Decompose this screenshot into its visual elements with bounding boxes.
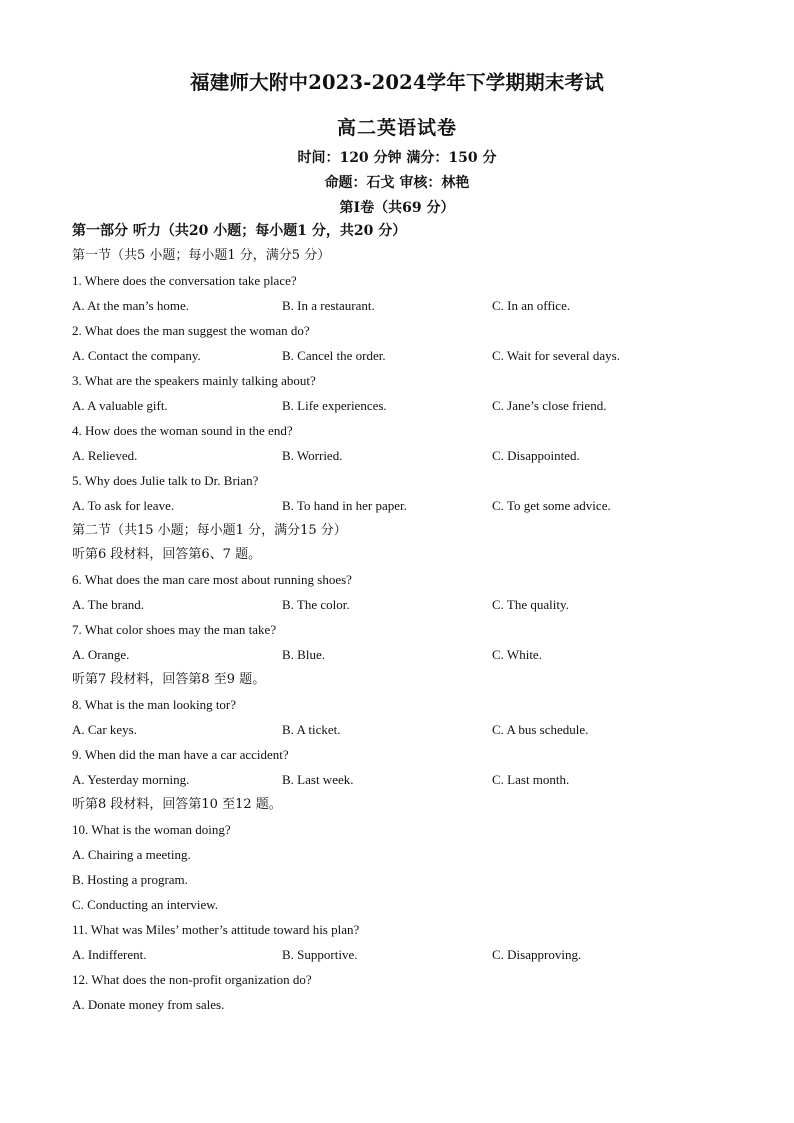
option-c: C. To get some advice. (492, 498, 611, 513)
option-b: B. Blue. (282, 647, 325, 662)
question-4: 4. How does the woman sound in the end? (72, 423, 293, 438)
option-a: A. A valuable gift. (72, 398, 168, 413)
option-a: A. Indifferent. (72, 947, 147, 962)
section1-label: 第一节（共5 小题；每小题1 分，满分5 分） (72, 248, 331, 263)
material-8-instruction: 听第8 段材料，回答第10 至12 题。 (72, 797, 282, 812)
option-c: C. White. (492, 647, 542, 662)
question-1: 1. Where does the conversation take place? (72, 273, 297, 288)
exam-subtitle: 高二英语试卷 (336, 117, 457, 139)
option-c: C. The quality. (492, 597, 569, 612)
question-12: 12. What does the non-profit organization do? (72, 972, 312, 987)
question-8: 8. What is the man looking tor? (72, 697, 237, 712)
option-c: C. Disappointed. (492, 448, 580, 463)
option-b: B. The color. (282, 597, 350, 612)
material-6-instruction: 听第6 段材料，回答第6、7 题。 (72, 547, 262, 562)
option-b: B. A ticket. (282, 722, 341, 737)
question-2: 2. What does the man suggest the woman do? (72, 323, 310, 338)
option-b: B. To hand in her paper. (282, 498, 407, 513)
option-b: B. Supportive. (282, 947, 358, 962)
part1-heading: 第一部分 听力（共20 小题；每小题1 分，共20 分） (72, 223, 407, 239)
volume-label: 第Ⅰ卷（共69 分） (339, 200, 455, 216)
authors-line: 命题：石戈 审核：林艳 (324, 175, 470, 191)
option-b: B. Worried. (282, 448, 343, 463)
time-score-line: 时间：120 分钟 满分：150 分 (297, 150, 497, 166)
option-b: B. In a restaurant. (282, 298, 375, 313)
question-6: 6. What does the man care most about running shoes? (72, 572, 352, 587)
option-a: A. The brand. (72, 597, 144, 612)
exam-title: 福建师大附中2023-2024学年下学期期末考试 (190, 71, 604, 94)
question-9: 9. When did the man have a car accident? (72, 747, 289, 762)
option-a: A. At the man’s home. (72, 298, 189, 313)
option-c: C. A bus schedule. (492, 722, 589, 737)
option-12-a: A. Donate money from sales. (72, 997, 225, 1012)
option-a: A. Relieved. (72, 448, 138, 463)
option-a: A. Orange. (72, 647, 130, 662)
question-5: 5. Why does Julie talk to Dr. Brian? (72, 473, 259, 488)
option-b: B. Life experiences. (282, 398, 387, 413)
option-b: B. Last week. (282, 772, 354, 787)
option-a: A. Contact the company. (72, 348, 201, 363)
section2-label: 第二节（共15 小题；每小题1 分，满分15 分） (72, 523, 347, 538)
question-3: 3. What are the speakers mainly talking about? (72, 373, 316, 388)
option-c: C. Last month. (492, 772, 570, 787)
option-a: A. Car keys. (72, 722, 137, 737)
question-10: 10. What is the woman doing? (72, 822, 231, 837)
question-7: 7. What color shoes may the man take? (72, 622, 277, 637)
option-c: C. Jane’s close friend. (492, 398, 607, 413)
option-10-a: A. Chairing a meeting. (72, 847, 191, 862)
option-10-b: B. Hosting a program. (72, 872, 188, 887)
question-11: 11. What was Miles’ mother’s attitude toward his plan? (72, 922, 360, 937)
material-7-instruction: 听第7 段材料，回答第8 至9 题。 (72, 672, 266, 687)
option-b: B. Cancel the order. (282, 348, 386, 363)
option-c: C. In an office. (492, 298, 571, 313)
option-a: A. Yesterday morning. (72, 772, 190, 787)
option-a: A. To ask for leave. (72, 498, 175, 513)
option-10-c: C. Conducting an interview. (72, 897, 219, 912)
option-c: C. Disapproving. (492, 947, 582, 962)
option-c: C. Wait for several days. (492, 348, 620, 363)
